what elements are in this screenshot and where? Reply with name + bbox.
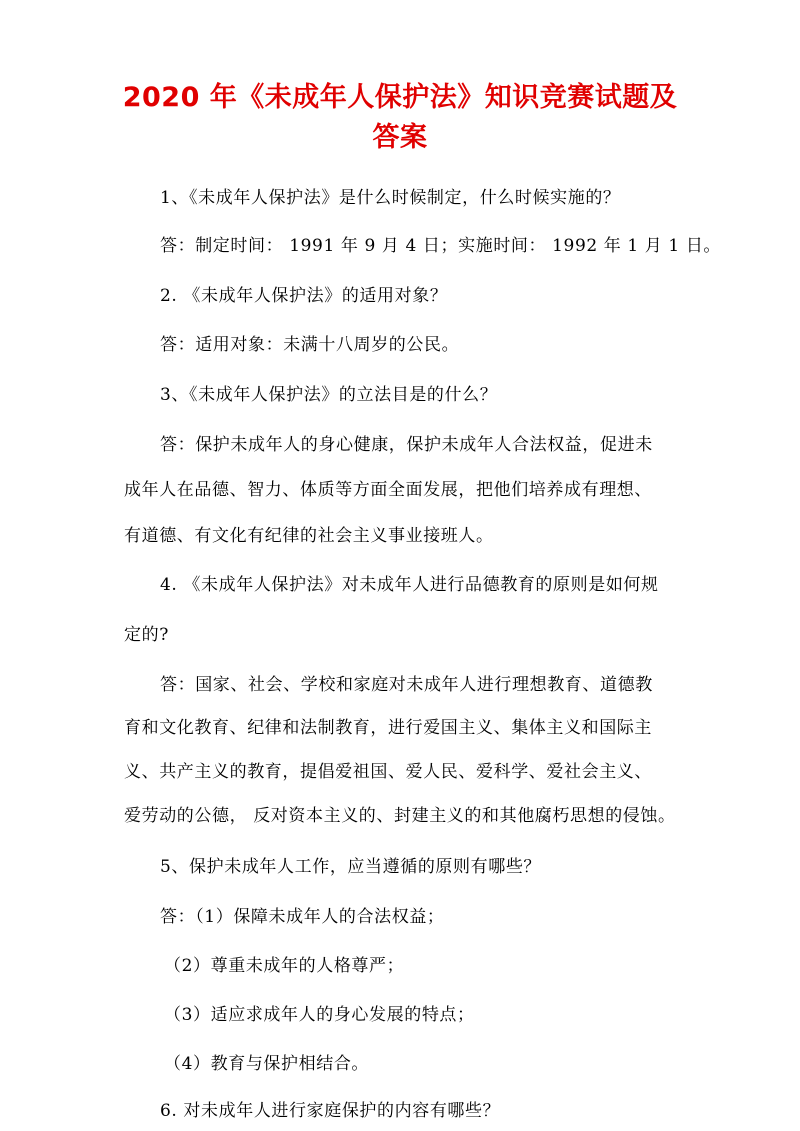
question-4-line-1: 4. 《未成年人保护法》对未成年人进行品德教育的原则是如何规 <box>160 575 659 595</box>
answer-3-line-2: 成年人在品德、智力、体质等方面全面发展，把他们培养成有理想、 <box>124 480 652 500</box>
answer-3-line-1: 答：保护未成年人的身心健康，保护未成年人合法权益，促进未 <box>160 435 653 455</box>
question-3: 3、《未成年人保护法》的立法目是的什么？ <box>160 385 498 405</box>
answer-4-line-4: 爱劳动的公德， 反对资本主义的、封建主义的和其他腐朽思想的侵蚀。 <box>124 806 676 826</box>
answer-3-line-3: 有道德、有文化有纪律的社会主义事业接班人。 <box>124 526 494 546</box>
answer-2: 答：适用对象：未满十八周岁的公民。 <box>160 335 460 355</box>
question-4-line-2: 定的? <box>124 625 169 645</box>
answer-4-line-2: 育和文化教育、纪律和法制教育，进行爱国主义、集体主义和国际主 <box>124 718 652 738</box>
document-title <box>95 78 705 158</box>
question-6: 6. 对未成年人进行家庭保护的内容有哪些？ <box>160 1101 501 1121</box>
title-line-1: 2020 年《未成年人保护法》知识竞赛试题及 <box>122 82 678 113</box>
question-2: 2. 《未成年人保护法》的适用对象？ <box>160 286 448 306</box>
answer-5-item-3: （3）适应求成年人的身心发展的特点； <box>164 1005 475 1025</box>
answer-4-line-1: 答：国家、社会、学校和家庭对未成年人进行理想教育、道德教 <box>160 675 653 695</box>
answer-1: 答：制定时间： 1991 年 9 月 4 日；实施时间： 1992 年 1 月 1 日。 <box>160 236 722 256</box>
answer-5-item-1: 答：（1）保障未成年人的合法权益； <box>160 907 445 927</box>
title-line-2: 答案 <box>372 122 428 153</box>
question-5: 5、保护未成年人工作，应当遵循的原则有哪些？ <box>160 857 542 877</box>
answer-5-item-4: （4）教育与保护相结合。 <box>164 1054 370 1074</box>
answer-5-item-2: （2）尊重未成年的人格尊严； <box>164 956 405 976</box>
question-1: 1、《未成年人保护法》是什么时候制定，什么时候实施的？ <box>160 188 621 208</box>
answer-4-line-3: 义、共产主义的教育，提倡爱祖国、爱人民、爱科学、爱社会主义、 <box>124 762 652 782</box>
